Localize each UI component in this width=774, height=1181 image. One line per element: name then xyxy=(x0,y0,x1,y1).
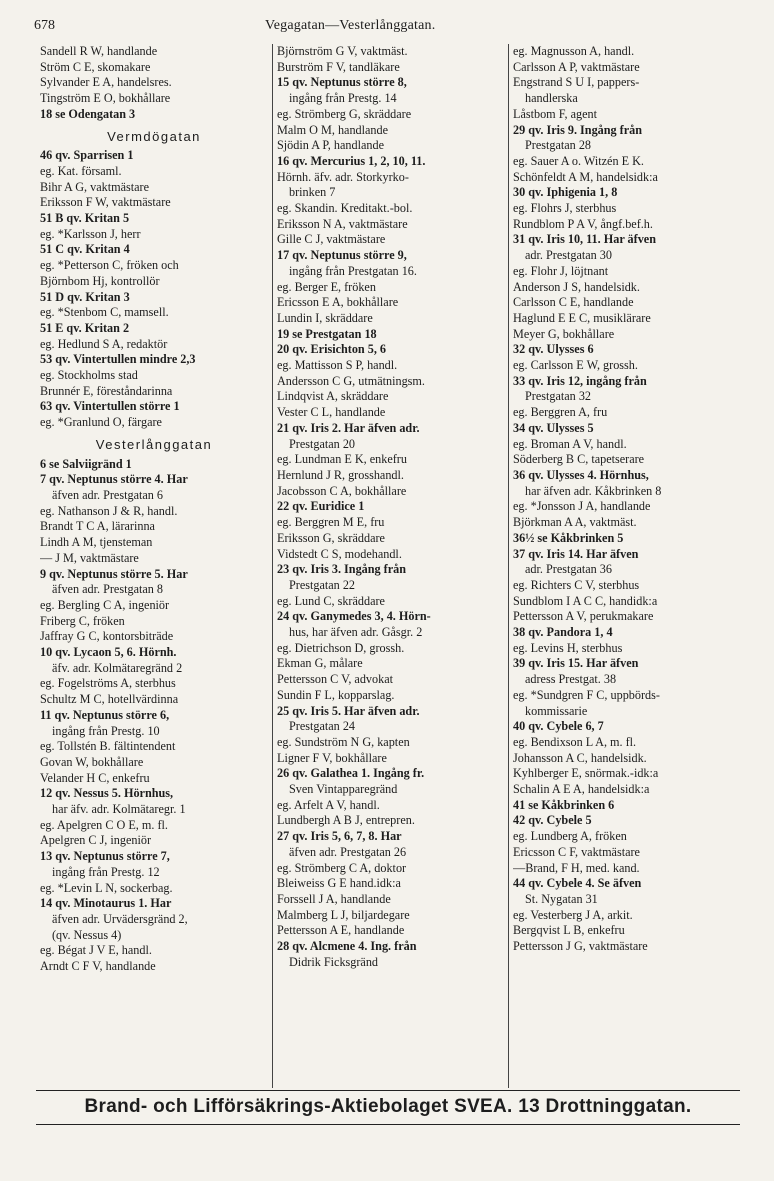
footer-advertisement: Brand- och Lifförsäkrings-Aktiebolaget SVEA. 13 Drottninggatan. xyxy=(84,1096,692,1117)
directory-line: Apelgren C J, ingeniör xyxy=(40,833,152,848)
directory-line: Didrik Ficksgränd xyxy=(289,954,379,969)
directory-line: eg. Flohr J, löjtnant xyxy=(513,263,609,278)
directory-line: Carlsson A P, vaktmästare xyxy=(513,59,640,74)
address-number-line: 24 qv. Ganymedes 3, 4. Hörn- xyxy=(277,609,431,624)
directory-line: adr. Prestgatan 36 xyxy=(525,562,612,577)
address-number-line: 18 se Odengatan 3 xyxy=(40,106,136,121)
directory-line: (qv. Nessus 4) xyxy=(52,927,122,942)
directory-line: eg. Lund C, skräddare xyxy=(277,593,385,608)
directory-line: Lundbergh A B J, entrepren. xyxy=(277,813,415,828)
directory-line: Ericsson C F, vaktmästare xyxy=(513,844,640,859)
directory-line: eg. Lundman E K, enkefru xyxy=(277,452,407,467)
directory-line: Bleiweiss G E hand.idk:a xyxy=(277,876,401,891)
directory-line: eg. Magnusson A, handl. xyxy=(513,44,635,58)
directory-line: eg. *Levin L N, sockerbag. xyxy=(40,880,173,895)
address-number-line: 26 qv. Galathea 1. Ingång fr. xyxy=(277,766,425,781)
directory-line: Kyhlberger E, snörmak.-idk:a xyxy=(513,766,659,781)
address-number-line: 37 qv. Iris 14. Har äfven xyxy=(513,546,639,561)
directory-line: Jacobsson C A, bokhållare xyxy=(277,483,407,498)
directory-line: Engstrand S U I, pappers- xyxy=(513,75,640,90)
directory-line: eg. Hedlund S A, redaktör xyxy=(40,336,168,351)
address-number-line: 33 qv. Iris 12, ingång från xyxy=(513,373,647,388)
directory-line: Sandell R W, handlande xyxy=(40,44,158,58)
address-number-line: 16 qv. Mercurius 1, 2, 10, 11. xyxy=(277,153,426,168)
column-1 xyxy=(36,44,272,1088)
directory-line: eg. Richters C V, sterbhus xyxy=(513,577,640,592)
directory-line: Johansson A C, handelsidk. xyxy=(513,750,647,765)
directory-line: eg. Skandin. Kreditakt.-bol. xyxy=(277,201,413,216)
directory-line: eg. Bégat J V E, handl. xyxy=(40,943,152,958)
address-number-line: 32 qv. Ulysses 6 xyxy=(513,342,594,357)
address-number-line: 34 qv. Ulysses 5 xyxy=(513,420,594,435)
address-number-line: 22 qv. Euridice 1 xyxy=(277,499,365,514)
directory-line: eg. Tollstén B. fältintendent xyxy=(40,739,176,754)
directory-line: Pettersson J G, vaktmästare xyxy=(513,939,648,954)
directory-line: Arndt C F V, handlande xyxy=(40,959,156,974)
directory-line: Hörnh. äfv. adr. Storkyrko- xyxy=(277,169,409,184)
directory-line: eg. Apelgren C O E, m. fl. xyxy=(40,817,168,832)
directory-line: eg. Sundström N G, kapten xyxy=(277,734,410,749)
address-number-line: 51 B qv. Kritan 5 xyxy=(40,211,130,226)
address-number-line: 21 qv. Iris 2. Har äfven adr. xyxy=(277,420,420,435)
directory-line: har äfven adr. Kåkbrinken 8 xyxy=(525,483,662,498)
directory-line: Eriksson N A, vaktmästare xyxy=(277,216,408,231)
directory-line: ingång från Prestg. 14 xyxy=(289,91,397,106)
directory-line: Forssell J A, handlande xyxy=(277,891,391,906)
directory-line: eg. Lundberg A, fröken xyxy=(513,829,627,844)
address-number-line: 30 qv. Iphigenia 1, 8 xyxy=(513,185,618,200)
address-number-line: 36½ se Kåkbrinken 5 xyxy=(513,530,624,545)
address-number-line: 31 qv. Iris 10, 11. Har äfven xyxy=(513,232,656,247)
directory-line: Sylvander E A, handelsres. xyxy=(40,75,172,90)
directory-line: Anderson J S, handelsidk. xyxy=(513,279,640,294)
directory-line: ingång från Prestgatan 16. xyxy=(289,263,417,278)
directory-line: eg. *Granlund O, färgare xyxy=(40,415,162,430)
directory-line: brinken 7 xyxy=(289,185,336,200)
directory-line: Ericsson E A, bokhållare xyxy=(277,295,399,310)
address-number-line: 6 se Salviigränd 1 xyxy=(40,456,132,471)
directory-line: eg. *Petterson C, fröken och xyxy=(40,258,179,273)
directory-line: Söderberg B C, tapetserare xyxy=(513,452,645,467)
address-number-line: 13 qv. Neptunus större 7, xyxy=(40,849,170,864)
directory-line: Brandt T C A, lärarinna xyxy=(40,519,155,534)
directory-line: Rundblom P A V, ångf.bef.h. xyxy=(513,216,653,231)
address-number-line: 7 qv. Neptunus större 4. Har xyxy=(40,472,188,487)
directory-line: eg. Bendixson L A, m. fl. xyxy=(513,734,637,749)
address-number-line: 11 qv. Neptunus större 6, xyxy=(40,707,170,722)
directory-line: — J M, vaktmästare xyxy=(40,550,139,565)
directory-line: Pettersson A V, perukmakare xyxy=(513,609,654,624)
directory-line: eg. Mattisson S P, handl. xyxy=(277,358,398,373)
directory-line: eg. Bergling C A, ingeniör xyxy=(40,597,170,612)
directory-line: Vidstedt C S, modehandl. xyxy=(277,546,402,561)
address-number-line: 38 qv. Pandora 1, 4 xyxy=(513,625,613,640)
directory-line: Schultz M C, hotellvärdinna xyxy=(40,692,179,707)
address-number-line: 46 qv. Sparrisen 1 xyxy=(40,148,134,163)
address-number-line: 29 qv. Iris 9. Ingång från xyxy=(513,122,643,137)
directory-line: eg. Arfelt A V, handl. xyxy=(277,797,380,812)
directory-line: eg. Dietrichson D, grossh. xyxy=(277,640,405,655)
address-number-line: 9 qv. Neptunus större 5. Har xyxy=(40,566,188,581)
address-number-line: 42 qv. Cybele 5 xyxy=(513,813,592,828)
directory-line: eg. Broman A V, handl. xyxy=(513,436,627,451)
directory-line: eg. Berger E, fröken xyxy=(277,279,376,294)
footer-rule-top xyxy=(36,1090,740,1091)
page-number: 678 xyxy=(34,18,55,33)
footer-rule-bottom xyxy=(36,1124,740,1125)
directory-line: handlerska xyxy=(525,91,578,106)
directory-line: adress Prestgat. 38 xyxy=(525,672,617,687)
directory-line: äfv. adr. Kolmätaregränd 2 xyxy=(52,660,183,675)
directory-line: Andersson C G, utmätningsm. xyxy=(277,373,425,388)
directory-line: Malmberg L J, biljardegare xyxy=(277,907,410,922)
directory-line: eg. *Karlsson J, herr xyxy=(40,226,141,241)
directory-line: Låstbom F, agent xyxy=(513,106,597,121)
directory-line: Tingström E O, bokhållare xyxy=(40,91,171,106)
directory-line: Sjödin A P, handlande xyxy=(277,138,384,153)
directory-line: Jaffray G C, kontorsbiträde xyxy=(40,629,174,644)
directory-line: äfven adr. Urvädersgränd 2, xyxy=(52,911,188,926)
directory-line: eg. Levins H, sterbhus xyxy=(513,640,623,655)
directory-line: eg. Strömberg G, skräddare xyxy=(277,106,412,121)
directory-line: Burström F V, tandläkare xyxy=(277,59,400,74)
directory-line: Schalin A E A, handelsidk:a xyxy=(513,782,650,797)
directory-line: har äfv. adr. Kolmätaregr. 1 xyxy=(52,802,186,817)
column-2 xyxy=(272,44,508,1088)
directory-line: Lindqvist A, skräddare xyxy=(277,389,389,404)
running-head: Vegagatan—Vesterlånggatan. xyxy=(265,18,436,33)
street-heading: Vermdögatan xyxy=(107,128,201,144)
address-number-line: 44 qv. Cybele 4. Se äfven xyxy=(513,876,642,891)
directory-line: Govan W, bokhållare xyxy=(40,754,144,769)
directory-columns xyxy=(36,44,740,1088)
directory-line: Björnström G V, vaktmäst. xyxy=(277,44,408,58)
directory-line: Bihr A G, vaktmästare xyxy=(40,179,149,194)
address-number-line: 28 qv. Alcmene 4. Ing. från xyxy=(277,939,417,954)
address-number-line: 19 se Prestgatan 18 xyxy=(277,326,377,341)
address-number-line: 23 qv. Iris 3. Ingång från xyxy=(277,562,407,577)
address-number-line: 51 E qv. Kritan 2 xyxy=(40,320,130,335)
directory-line: Malm O M, handlande xyxy=(277,122,389,137)
directory-line: Schönfeldt A M, handelsidk:a xyxy=(513,169,658,184)
directory-line: eg. Fogelströms A, sterbhus xyxy=(40,676,176,691)
directory-line: eg. Nathanson J & R, handl. xyxy=(40,503,178,518)
directory-line: Prestgatan 22 xyxy=(289,577,356,592)
directory-line: Lundin I, skräddare xyxy=(277,310,373,325)
street-heading: Vesterlånggatan xyxy=(95,436,213,452)
directory-line: Ligner F V, bokhållare xyxy=(277,750,387,765)
directory-line: Prestgatan 20 xyxy=(289,436,356,451)
address-number-line: 41 se Kåkbrinken 6 xyxy=(513,797,615,812)
directory-line: Ström C E, skomakare xyxy=(40,59,151,74)
address-number-line: 39 qv. Iris 15. Har äfven xyxy=(513,656,639,671)
directory-line: Sven Vintapparegränd xyxy=(289,782,398,797)
directory-line: Sundblom I A C C, handidk:a xyxy=(513,593,658,608)
directory-line: hus, har äfven adr. Gåsgr. 2 xyxy=(289,625,423,640)
directory-line: Carlsson C E, handlande xyxy=(513,295,634,310)
directory-line: ingång från Prestg. 10 xyxy=(52,723,160,738)
page-header xyxy=(0,8,774,38)
directory-line: eg. *Sundgren F C, uppbörds- xyxy=(513,687,660,702)
directory-line: eg. Berggren A, fru xyxy=(513,405,608,420)
directory-line: eg. Flohrs J, sterbhus xyxy=(513,201,617,216)
directory-line: Brunnér E, föreståndarinna xyxy=(40,383,173,398)
directory-line: Lindh A M, tjensteman xyxy=(40,535,153,550)
address-number-line: 51 C qv. Kritan 4 xyxy=(40,242,130,257)
directory-line: Meyer G, bokhållare xyxy=(513,326,615,341)
directory-line: Gille C J, vaktmästare xyxy=(277,232,386,247)
directory-line: eg. Strömberg C A, doktor xyxy=(277,860,407,875)
directory-line: eg. Stockholms stad xyxy=(40,368,138,383)
directory-line: äfven adr. Prestgatan 8 xyxy=(52,582,164,597)
directory-line: äfven adr. Prestgatan 26 xyxy=(289,844,407,859)
address-number-line: 10 qv. Lycaon 5, 6. Hörnh. xyxy=(40,645,177,660)
directory-line: Ekman G, målare xyxy=(277,656,363,671)
address-number-line: 27 qv. Iris 5, 6, 7, 8. Har xyxy=(277,829,402,844)
directory-line: Eriksson F W, vaktmästare xyxy=(40,195,171,210)
directory-line: ingång från Prestg. 12 xyxy=(52,864,160,879)
directory-line: Haglund E E C, musiklärare xyxy=(513,310,651,325)
directory-line: kommissarie xyxy=(525,703,588,718)
address-number-line: 53 qv. Vintertullen mindre 2,3 xyxy=(40,352,196,367)
directory-line: Björkman A A, vaktmäst. xyxy=(513,515,637,530)
directory-line: eg. Vesterberg J A, arkit. xyxy=(513,907,633,922)
directory-line: äfven adr. Prestgatan 6 xyxy=(52,487,164,502)
address-number-line: 17 qv. Neptunus större 9, xyxy=(277,248,407,263)
directory-line: Hernlund J R, grosshandl. xyxy=(277,467,404,482)
directory-line: eg. Sauer A o. Witzén E K. xyxy=(513,153,644,168)
address-number-line: 36 qv. Ulysses 4. Hörnhus, xyxy=(513,467,649,482)
directory-line: Eriksson G, skräddare xyxy=(277,530,385,545)
directory-line: eg. Kat. församl. xyxy=(40,163,122,178)
address-number-line: 25 qv. Iris 5. Har äfven adr. xyxy=(277,703,420,718)
column-3 xyxy=(508,44,740,1088)
directory-line: Pettersson C V, advokat xyxy=(277,672,394,687)
address-number-line: 20 qv. Erisichton 5, 6 xyxy=(277,342,387,357)
directory-line: eg. Carlsson E W, grossh. xyxy=(513,358,638,373)
directory-line: Velander H C, enkefru xyxy=(40,770,150,785)
directory-line: Friberg C, fröken xyxy=(40,613,125,628)
address-number-line: 12 qv. Nessus 5. Hörnhus, xyxy=(40,786,174,801)
directory-line: Pettersson A E, handlande xyxy=(277,923,405,938)
directory-line: Vester C L, handlande xyxy=(277,405,386,420)
address-number-line: 63 qv. Vintertullen större 1 xyxy=(40,399,180,414)
address-number-line: 15 qv. Neptunus större 8, xyxy=(277,75,407,90)
directory-line: —Brand, F H, med. kand. xyxy=(513,860,640,875)
directory-line: Sundin F L, kopparslag. xyxy=(277,687,395,702)
directory-line: St. Nygatan 31 xyxy=(525,891,598,906)
address-number-line: 40 qv. Cybele 6, 7 xyxy=(513,719,604,734)
address-number-line: 51 D qv. Kritan 3 xyxy=(40,289,130,304)
directory-line: Prestgatan 28 xyxy=(525,138,592,153)
address-number-line: 14 qv. Minotaurus 1. Har xyxy=(40,896,172,911)
directory-line: eg. Berggren M E, fru xyxy=(277,515,385,530)
directory-line: adr. Prestgatan 30 xyxy=(525,248,612,263)
directory-line: Prestgatan 32 xyxy=(525,389,592,404)
directory-line: Bergqvist L B, enkefru xyxy=(513,923,625,938)
directory-line: eg. *Stenbom C, mamsell. xyxy=(40,305,169,320)
directory-line: Björnbom Hj, kontrollör xyxy=(40,273,160,288)
directory-line: Prestgatan 24 xyxy=(289,719,356,734)
directory-line: eg. *Jonsson J A, handlande xyxy=(513,499,651,514)
